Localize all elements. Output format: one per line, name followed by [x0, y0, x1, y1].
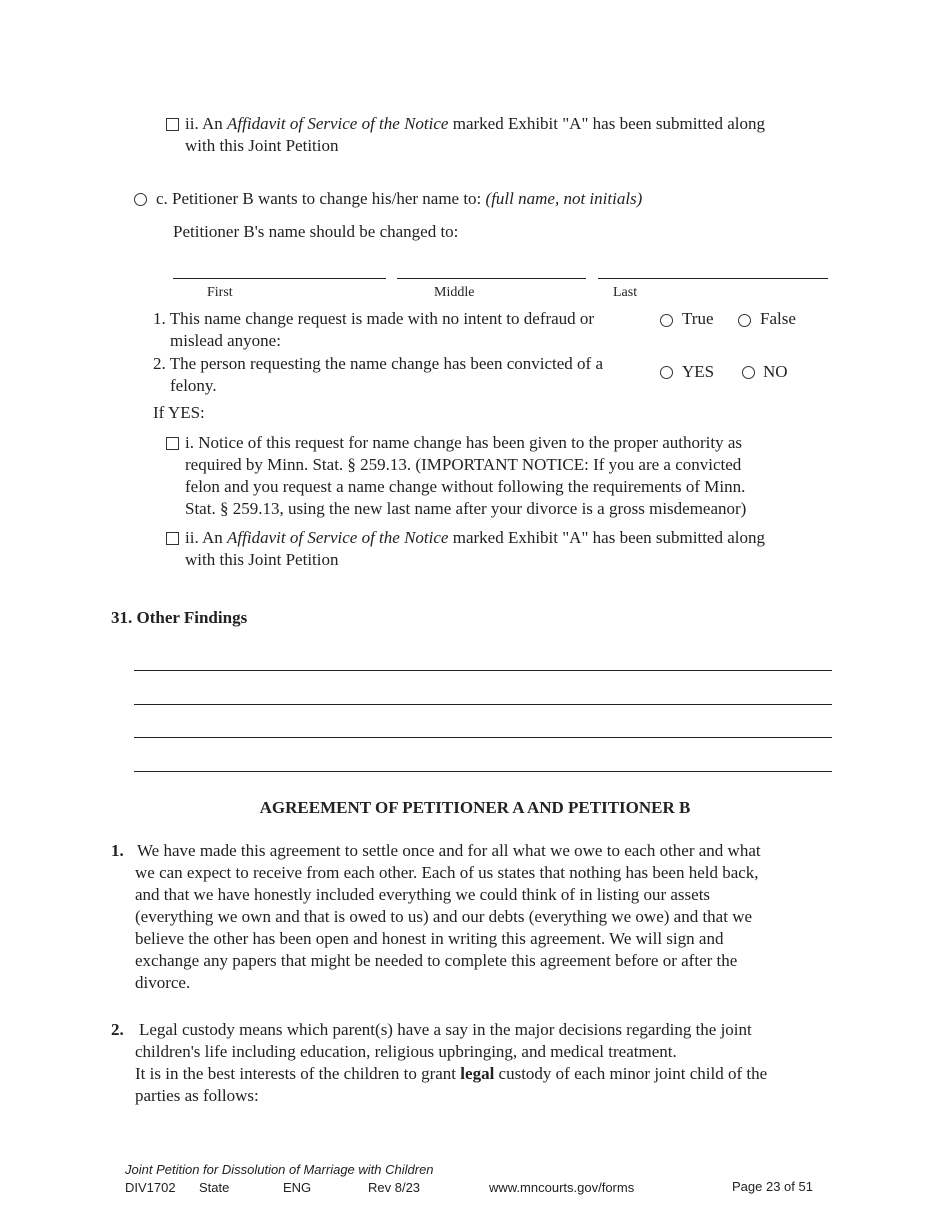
question-1: 1. This name change request is made with no intent to defraud or mislead anyone: — [153, 309, 595, 350]
affidavit-checkbox-b[interactable] — [166, 118, 179, 131]
findings-line-3[interactable] — [134, 737, 832, 738]
affidavit-checkbox-c[interactable] — [166, 532, 179, 545]
footer-revision: Rev 8/23 — [368, 1180, 421, 1195]
paragraph-1: We have made this agreement to settle once and for all what we owe to each other and what we can expect to receive from each other. Each of us states that nothing has been held back, and that we have honestly included everything we could think of in listing our assets (everything we own and that is owed to us) and our debts (everything we owe) and that we believe the other has been open and honest in writing this agreement. We will sign and exchange any papers that might be needed to complete this agreement before or after the divorce. — [135, 841, 761, 992]
no-label: NO — [763, 362, 788, 381]
if-yes-label: If YES: — [153, 403, 205, 422]
yes-label: YES — [682, 362, 715, 381]
findings-line-2[interactable] — [134, 704, 832, 705]
true-label: True — [682, 309, 714, 328]
affidavit-text-c: ii. An Affidavit of Service of the Notice marked Exhibit "A" has been submitted along with this Joint Petition — [185, 528, 765, 569]
findings-line-4[interactable] — [134, 771, 832, 772]
footer-language: ENG — [283, 1180, 312, 1195]
question-2: 2. The person requesting the name change has been convicted of a felony. — [153, 354, 604, 395]
first-label: First — [207, 285, 233, 300]
false-radio[interactable] — [738, 314, 751, 327]
name-change-b-radio[interactable] — [134, 193, 147, 206]
false-label: False — [760, 309, 796, 328]
notice-given-text: i. Notice of this request for name change has been given to the proper authority as required by Minn. Stat. § 259.13. (IMPORTANT NOTICE: If you are a convicted felon and you request a name change without following the requirements of Minn. Stat. § 259.13, using the new last name after your divorce is a gross misdemeanor) — [185, 433, 747, 518]
footer-url[interactable]: www.mncourts.gov/forms — [489, 1180, 635, 1195]
middle-label: Middle — [434, 285, 475, 300]
should-change-label: Petitioner B's name should be changed to: — [173, 222, 459, 241]
footer-page-number: Page 23 of 51 — [732, 1179, 813, 1194]
paragraph-2: Legal custody means which parent(s) have a say in the major decisions regarding the joint children's life including education, religious upbringing, and medical treatment. It is in the best interests of the children to grant legal custody of each minor joint child of the parties as follows: — [135, 1020, 768, 1105]
true-radio[interactable] — [660, 314, 673, 327]
affidavit-text-b: ii. An Affidavit of Service of the Notice marked Exhibit "A" has been submitted along with this Joint Petition — [185, 114, 765, 155]
other-findings-title: 31. Other Findings — [111, 608, 248, 627]
footer-form-id: DIV1702 — [125, 1180, 176, 1195]
yes-radio[interactable] — [660, 366, 673, 379]
last-name-field[interactable] — [598, 278, 828, 279]
first-name-field[interactable] — [173, 278, 386, 279]
no-radio[interactable] — [742, 366, 755, 379]
footer-state: State — [199, 1180, 230, 1195]
findings-line-1[interactable] — [134, 670, 832, 671]
paragraph-2-number: 2. — [111, 1020, 124, 1039]
paragraph-1-number: 1. — [111, 841, 124, 860]
name-change-b-text: c. Petitioner B wants to change his/her name to: (full name, not initials) — [156, 189, 643, 208]
footer-form-title: Joint Petition for Dissolution of Marriage with Children — [125, 1162, 434, 1177]
agreement-heading: AGREEMENT OF PETITIONER A AND PETITIONER B — [259, 798, 691, 817]
last-label: Last — [613, 285, 638, 300]
middle-name-field[interactable] — [397, 278, 586, 279]
notice-given-checkbox[interactable] — [166, 437, 179, 450]
